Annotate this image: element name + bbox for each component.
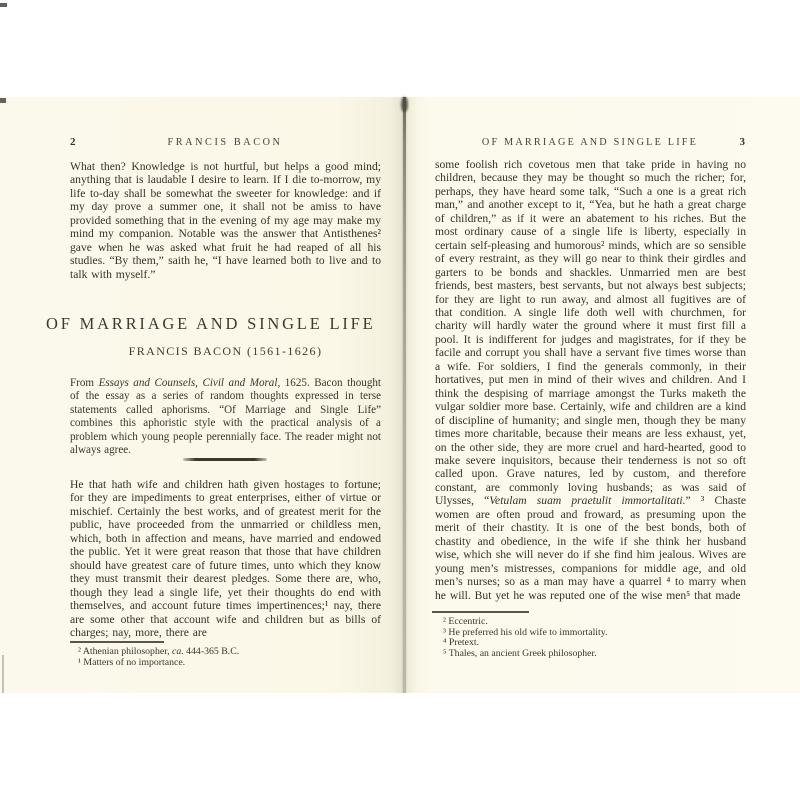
right-running-header: [435, 136, 745, 149]
footnote: ¹ Matters of no importance.: [78, 657, 186, 669]
right-footnote-rule: [432, 611, 529, 613]
left-body-paragraph: He that hath wife and children hath given hostages to fortune; for they are impediments to great enterprises, either of virtue or mischief. Certainly the best works, and of greatest merit for the public, have proceeded from the unmarried or childless men, which, both in affection and means, have married and endowed the public. Yet it were great reason that those that have children should have greatest care of future times, unto which they know they must transmit their dearest pledges. Some there are, who, though they lead a single life, yet their thoughts do end with themselves, and account future times impertinences;¹ nay, there are some other that account wife and children but as bills of charges; nay, more, there are: [70, 478, 381, 639]
intro-text: From: [70, 377, 99, 389]
footnote: ³ He preferred his old wife to immortality.: [443, 626, 608, 638]
footnote: ² Eccentric.: [443, 616, 488, 627]
intro-book-title-italic: Essays and Counsels, Civil and Moral: [98, 377, 278, 389]
editor-intro-note: [70, 377, 381, 457]
right-page-number: 3: [739, 136, 745, 148]
body-text: some foolish rich covetous men that take pride in having no children, because they may be thought so much the richer; for, perhaps, they have heard some talk, “Such a one is a great rich man,” and another except to it, “Yea, but he hath a great charge of children,” as if it were an abatement to his riches. But the most ordinary cause of a single life is liberty, especially in certain self-pleasing and humorous² minds, which are so sensible of every restraint, as they will go near to think their girdles and garters to be bonds and shackles. Unmarried men are best friends, best masters, best servants, but not always best subjects; for they are light to run away, and almost all fugitives are of that condition. A single life doth well with churchmen, for charity will hardly water the ground where it must first fill a pool. It is indifferent for judges and magistrates, for if they be facile and corrupt you shall have a servant five times worse than a wife. For soldiers, I find the generals commonly, in their hortatives, put men in mind of their wives and children. And I think the despising of marriage amongst the Turks maketh the vulgar soldier more base. Certainly, wife and children are a kind of discipline of humanity; and single men, though they be many times more charitable, because their means are less exhaust, yet, on the other side, they are more cruel and hard-hearted, good to make severe inquisitors, because their tenderness is not so oft called upon. Grave natures, led by custom, and therefore constant, are commonly loving husbands; as was said of Ulysses, “: [435, 158, 746, 508]
footnote-text: 444-365 B.C.: [183, 646, 240, 657]
right-body-paragraph: [435, 158, 746, 602]
footnote: ⁴ Pretext.: [443, 637, 480, 649]
left-running-header: [70, 136, 380, 149]
left-page-number: 2: [70, 136, 76, 148]
left-running-header-text: FRANCIS BACON: [167, 137, 283, 148]
left-footnote-rule: [70, 641, 164, 643]
left-footnotes: [70, 646, 382, 669]
right-running-header-text: OF MARRIAGE AND SINGLE LIFE: [481, 137, 699, 148]
section-divider-rule: [183, 458, 267, 461]
latin-quote-italic: Vetulam suam praetulit immortalitati.: [489, 494, 686, 508]
footnote: ⁵ Thales, an ancient Greek philosopher.: [443, 647, 597, 659]
footnote-circa-italic: ca.: [171, 646, 184, 657]
footnote-text: ² Athenian philosopher,: [78, 646, 172, 657]
essay-byline: FRANCIS BACON (1561-1626): [128, 344, 323, 358]
essay-title: OF MARRIAGE AND SINGLE LIFE: [46, 314, 376, 333]
book-spread: [0, 97, 800, 693]
scan-artifact: [0, 3, 7, 7]
footnote: [70, 646, 382, 657]
left-page: [0, 97, 403, 693]
intro-text: , 1625. Bacon thought of the essay as a series of random thoughts expressed in terse statements called aphorisms. “Of Marriage and Single Life” combines this aphoristic style with the practical analysis of a problem which young people perennially face. The reader might not always agree.: [70, 377, 382, 457]
right-page: [403, 97, 800, 693]
left-paragraph-continuation: What then? Knowledge is not hurtful, but helps a good mind; anything that is laudable I desire to learn. If I die to-morrow, my life to-day shall be somewhat the sweeter for knowledge: and if my day prove a summer one, it shall not be amiss to have provided something that in the evening of my age may make my mind my companion. Notable was the answer that Antisthenes² gave when he was asked what fruit he had reaped of all his studies. “By them,” saith he, “I have learned both to live and to talk with myself.”: [70, 160, 381, 281]
body-text: ” ³ Chaste women are often proud and froward, as presuming upon the merit of their chastity. It is one of the best bonds, both of chastity and obedience, in the wife if she think her husband wise, which she will never do if she find him jealous. Wives are young men’s mistresses, companions for middle age, and old men’s nurses; so as a man may have a quarrel ⁴ to marry when he will. But yet he was reputed one of the wise men⁵ that made: [435, 494, 746, 602]
right-footnotes: [435, 617, 747, 659]
